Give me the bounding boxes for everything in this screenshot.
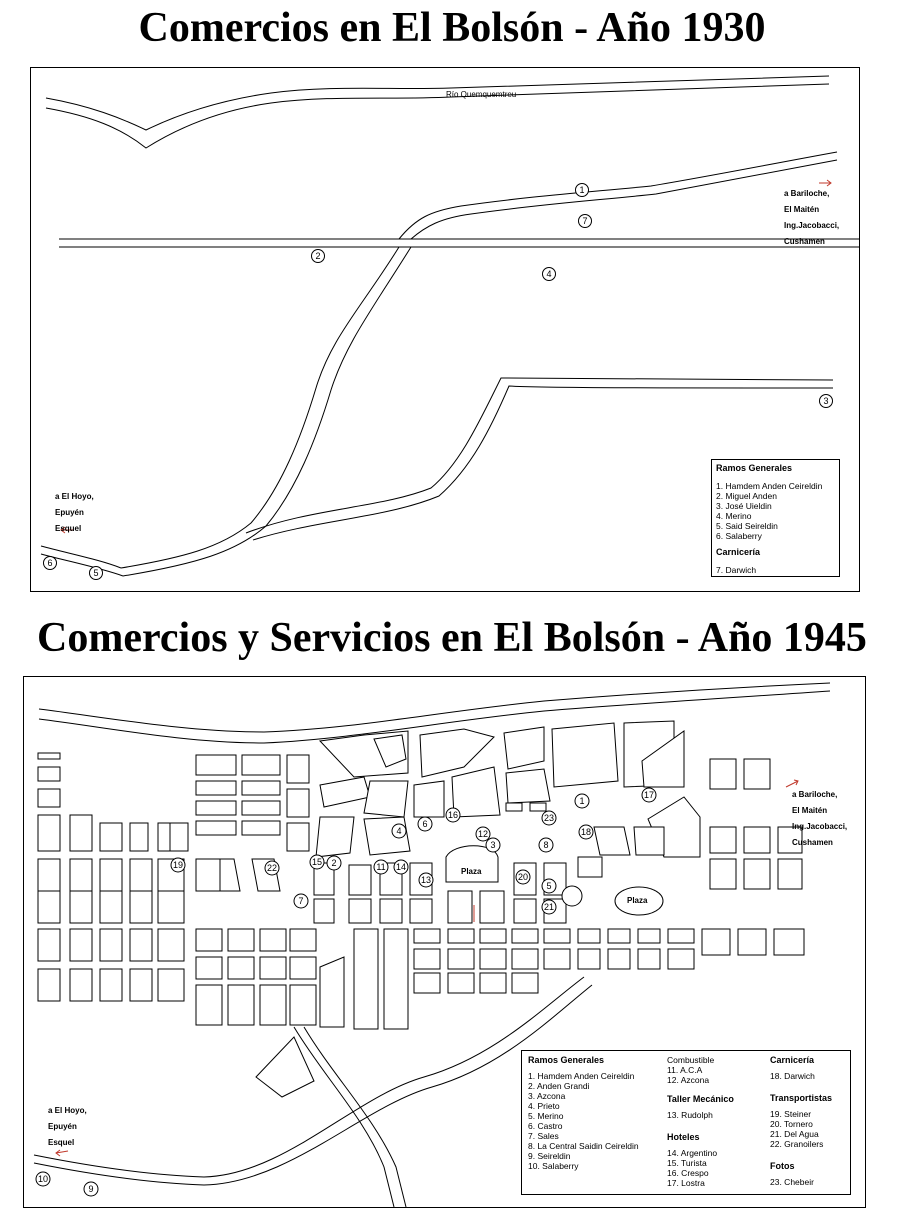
city-block	[514, 899, 536, 923]
legend-item: 10. Salaberry	[528, 1161, 579, 1171]
city-block	[578, 929, 600, 943]
legend-item: 5. Merino	[528, 1111, 564, 1121]
city-block	[480, 973, 506, 993]
plaza-label-north: Plaza	[461, 867, 482, 876]
legend-item: 4. Prieto	[528, 1101, 560, 1111]
marker-label: 6	[422, 819, 428, 829]
city-block	[414, 781, 444, 817]
city-block	[738, 929, 766, 955]
city-block	[544, 929, 570, 943]
city-block	[242, 755, 280, 775]
city-block	[70, 929, 92, 961]
marker-label: 21	[543, 902, 555, 912]
river-label: Río Quemquemtreu	[446, 90, 517, 99]
marker-label: 19	[172, 860, 184, 870]
city-block	[668, 929, 694, 943]
marker-label: 6	[47, 558, 53, 568]
city-block	[320, 957, 344, 1027]
city-block	[448, 949, 474, 969]
city-block	[452, 767, 500, 817]
city-block	[158, 891, 184, 923]
title-1930: Comercios en El Bolsón - Año 1930	[138, 5, 766, 51]
city-block	[38, 789, 60, 807]
legend-item: 15. Turista	[667, 1158, 707, 1168]
marker-label: 2	[331, 858, 337, 868]
city-block	[512, 973, 538, 993]
city-block	[578, 857, 602, 877]
city-block	[744, 859, 770, 889]
city-block	[710, 827, 736, 853]
marker-label: 15	[311, 857, 323, 867]
legend-item: 23. Chebeir	[770, 1177, 814, 1187]
city-block	[38, 891, 60, 923]
city-block	[710, 759, 736, 789]
legend-item: 17. Lostra	[667, 1178, 705, 1188]
city-block	[354, 929, 378, 1029]
marker-label: 7	[298, 896, 304, 906]
city-block	[512, 949, 538, 969]
city-block	[130, 823, 148, 851]
marker-label: 1	[579, 796, 585, 806]
city-block	[638, 949, 660, 969]
city-block	[380, 899, 402, 923]
legend-item: 11. A.C.A	[667, 1065, 703, 1075]
marker-label: 13	[420, 875, 432, 885]
city-block	[512, 929, 538, 943]
city-block	[287, 789, 309, 817]
city-block	[702, 929, 730, 955]
city-block	[100, 823, 122, 851]
city-block	[38, 969, 60, 1001]
legend-heading: Fotos	[770, 1161, 795, 1171]
city-block	[256, 1037, 314, 1097]
city-block	[414, 949, 440, 969]
city-block	[448, 929, 474, 943]
marker-label: 3	[490, 840, 496, 850]
city-block	[710, 859, 736, 889]
legend-heading: Combustible	[667, 1055, 715, 1065]
legend-item: 6. Salaberry	[716, 531, 762, 541]
legend-heading: Transportistas	[770, 1093, 833, 1103]
city-block	[228, 985, 254, 1025]
city-block	[634, 827, 664, 855]
city-block	[480, 949, 506, 969]
city-block	[448, 891, 472, 923]
marker-label: 5	[546, 881, 552, 891]
marker-label: 3	[823, 396, 829, 406]
city-block	[314, 899, 334, 923]
city-block	[594, 827, 630, 855]
city-block	[242, 801, 280, 815]
city-block	[70, 859, 92, 891]
city-block	[290, 929, 316, 951]
marker-label: 20	[517, 872, 529, 882]
legend-item: 7. Sales	[528, 1131, 559, 1141]
legend-heading: Ramos Generales	[716, 463, 793, 473]
legend-item: 8. La Central Saidin Ceireldin	[528, 1141, 639, 1151]
west-destination-label: a El Hoyo, Epuyén Esquel	[55, 492, 94, 533]
city-block	[100, 891, 122, 923]
city-block	[504, 727, 544, 769]
city-block	[196, 859, 222, 891]
marker-label: 11	[376, 862, 386, 872]
city-block	[196, 957, 222, 979]
legend-heading: Taller Mecánico	[667, 1094, 734, 1104]
city-block	[448, 973, 474, 993]
city-block	[552, 723, 618, 787]
city-block	[70, 815, 92, 851]
city-block	[544, 949, 570, 969]
city-block	[608, 929, 630, 943]
east-destination-label: a Bariloche, El Maitén Ing.Jacobacci, Cushamen	[784, 189, 840, 246]
legend-item: 3. José Uieldin	[716, 501, 772, 511]
marker-label: 16	[447, 810, 459, 820]
city-block	[38, 815, 60, 851]
city-block	[260, 985, 286, 1025]
city-block	[130, 929, 152, 961]
marker-label: 22	[266, 863, 278, 873]
city-block	[260, 929, 286, 951]
city-block	[506, 769, 550, 803]
legend-heading: Hoteles	[667, 1132, 700, 1142]
city-block	[744, 827, 770, 853]
legend-item: 22. Granoilers	[770, 1139, 824, 1149]
legend-item: 5. Said Seireldin	[716, 521, 778, 531]
legend-item: 1. Hamdem Anden Ceireldin	[716, 481, 823, 491]
city-block	[38, 753, 60, 759]
city-block	[196, 781, 236, 795]
city-block	[196, 755, 236, 775]
legend-item: 13. Rudolph	[667, 1110, 713, 1120]
legend-item: 2. Miguel Anden	[716, 491, 777, 501]
city-block	[530, 803, 546, 811]
city-block	[608, 949, 630, 969]
city-block	[744, 759, 770, 789]
city-block	[349, 899, 371, 923]
marker-label: 23	[543, 813, 555, 823]
map-1945	[23, 676, 866, 1208]
marker-label: 1	[579, 185, 585, 195]
marker-label: 10	[37, 1174, 49, 1184]
city-block	[410, 899, 432, 923]
city-block	[228, 929, 254, 951]
marker-label: 5	[93, 568, 99, 578]
legend-item: 16. Crespo	[667, 1168, 709, 1178]
legend-item: 4. Merino	[716, 511, 752, 521]
city-block	[287, 823, 309, 851]
legend-heading: Carnicería	[770, 1055, 815, 1065]
city-block	[316, 817, 354, 857]
legend-item: 18. Darwich	[770, 1071, 815, 1081]
city-block	[196, 929, 222, 951]
city-block	[668, 949, 694, 969]
marker-label: 18	[580, 827, 592, 837]
city-block	[158, 929, 184, 961]
city-block	[242, 821, 280, 835]
city-block	[384, 929, 408, 1029]
title-1945: Comercios y Servicios en El Bolsón - Año 1945	[37, 615, 867, 661]
city-block	[414, 929, 440, 943]
east-destination-label: a Bariloche, El Maitén Ing.Jacobacci, Cushamen	[792, 790, 848, 847]
marker-label: 9	[88, 1184, 94, 1194]
city-block	[242, 781, 280, 795]
city-block	[100, 929, 122, 961]
city-block	[287, 755, 309, 783]
city-block	[778, 859, 802, 889]
city-block	[349, 865, 371, 895]
city-block	[638, 929, 660, 943]
legend-item: 2. Anden Grandi	[528, 1081, 590, 1091]
legend-item: 9. Seireldin	[528, 1151, 571, 1161]
city-block	[480, 891, 504, 923]
legend-item: 7. Darwich	[716, 565, 757, 575]
west-destination-label: a El Hoyo, Epuyén Esquel	[48, 1106, 87, 1147]
city-block	[130, 969, 152, 1001]
city-block	[228, 957, 254, 979]
legend-item: 19. Steiner	[770, 1109, 812, 1119]
city-block	[100, 969, 122, 1001]
marker-label: 4	[546, 269, 552, 279]
legend-1945	[521, 1050, 851, 1195]
legend-item: 3. Azcona	[528, 1091, 566, 1101]
city-block	[774, 929, 804, 955]
legend-heading: Carnicería	[716, 547, 761, 557]
city-block	[38, 929, 60, 961]
marker-label: 2	[315, 251, 321, 261]
city-block	[480, 929, 506, 943]
city-block	[130, 859, 152, 891]
city-block	[260, 957, 286, 979]
city-block	[70, 969, 92, 1001]
city-block	[196, 821, 236, 835]
city-block	[364, 781, 408, 817]
city-block	[290, 957, 316, 979]
marker-label: 14	[395, 862, 407, 872]
city-block	[38, 767, 60, 781]
legend-item: 21. Del Agua	[770, 1129, 819, 1139]
city-block	[70, 891, 92, 923]
city-block	[158, 969, 184, 1001]
city-block	[578, 949, 600, 969]
marker-label: 4	[396, 826, 402, 836]
city-block	[220, 859, 240, 891]
city-block	[290, 985, 316, 1025]
legend-heading: Ramos Generales	[528, 1055, 605, 1065]
legend-1930	[711, 459, 840, 577]
city-block	[414, 973, 440, 993]
legend-item: 12. Azcona	[667, 1075, 710, 1085]
city-blocks	[38, 721, 804, 1097]
city-block	[170, 823, 188, 851]
legend-item: 14. Argentino	[667, 1148, 718, 1158]
city-block	[196, 985, 222, 1025]
city-block	[506, 803, 522, 811]
city-block	[38, 859, 60, 891]
marker-label: 8	[543, 840, 549, 850]
city-block	[196, 801, 236, 815]
marker-label: 12	[477, 829, 489, 839]
marker-label: 17	[643, 790, 655, 800]
marker-label: 7	[582, 216, 588, 226]
legend-item: 1. Hamdem Anden Ceireldin	[528, 1071, 635, 1081]
city-block	[100, 859, 122, 891]
city-block	[320, 777, 370, 807]
legend-item: 20. Tornero	[770, 1119, 813, 1129]
city-block	[130, 891, 152, 923]
legend-item: 6. Castro	[528, 1121, 563, 1131]
plaza-label-east: Plaza	[627, 896, 648, 905]
map-1930	[30, 67, 860, 592]
